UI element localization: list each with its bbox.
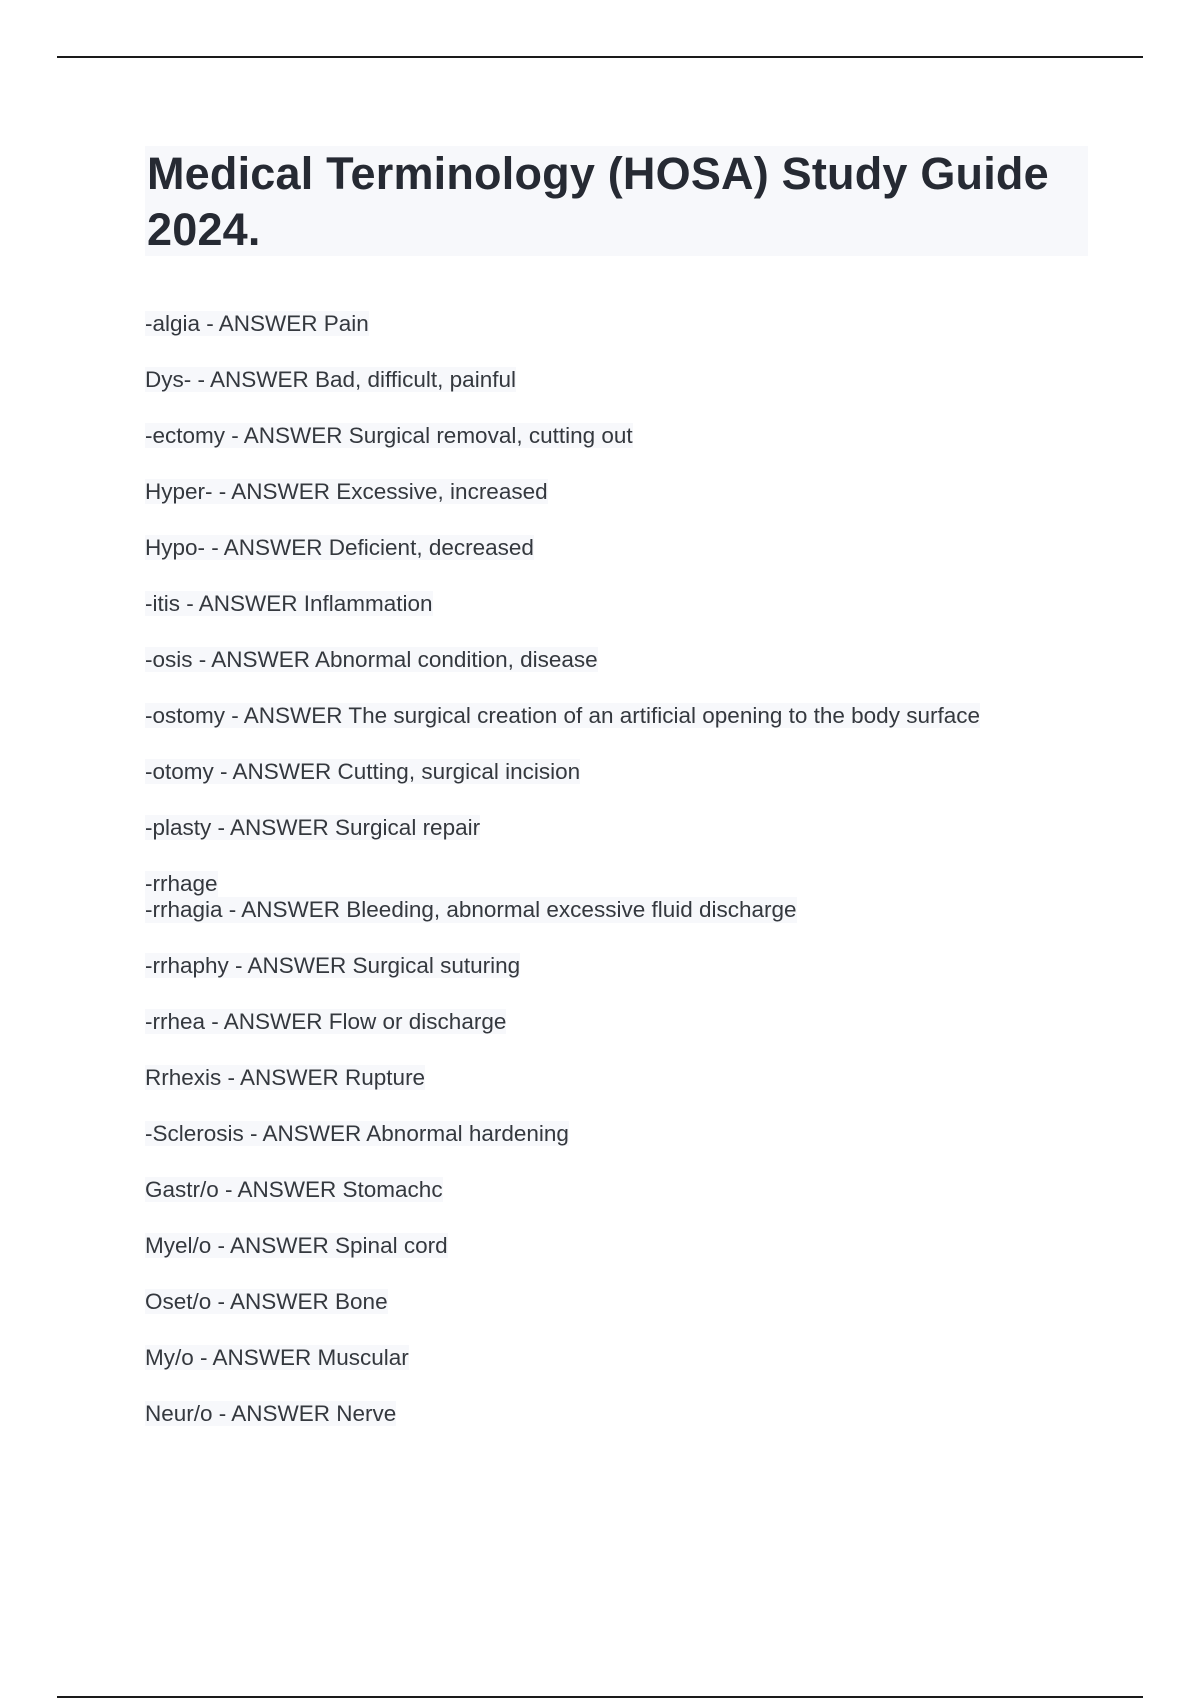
entry-text: Gastr/o - ANSWER Stomachc [145, 1177, 443, 1202]
list-item [145, 311, 1105, 337]
entry-text: -itis - ANSWER Inflammation [145, 591, 433, 616]
entry-text: -rrhaphy - ANSWER Surgical suturing [145, 953, 521, 978]
entry-text: -rrhagia - ANSWER Bleeding, abnormal excessive fluid discharge [145, 897, 797, 922]
list-item [145, 703, 1105, 729]
entry-text: My/o - ANSWER Muscular [145, 1345, 409, 1370]
list-item [145, 1177, 1105, 1203]
entry-text: -rrhage [145, 871, 218, 896]
list-item [145, 591, 1105, 617]
entry-text: -otomy - ANSWER Cutting, surgical incision [145, 759, 581, 784]
list-item [145, 647, 1105, 673]
list-item [145, 871, 1105, 923]
entry-text: Hyper- - ANSWER Excessive, increased [145, 479, 548, 504]
bottom-rule [57, 1696, 1143, 1698]
top-rule [57, 56, 1143, 58]
list-item [145, 535, 1105, 561]
entry-text: -Sclerosis - ANSWER Abnormal hardening [145, 1121, 569, 1146]
entry-text: -plasty - ANSWER Surgical repair [145, 815, 481, 840]
document-title: Medical Terminology (HOSA) Study Guide 2024. [147, 148, 1049, 255]
entry-text: Oset/o - ANSWER Bone [145, 1289, 388, 1314]
list-item [145, 1345, 1105, 1371]
list-item [145, 1121, 1105, 1147]
list-item [145, 953, 1105, 979]
list-item [145, 367, 1105, 393]
entry-text: -algia - ANSWER Pain [145, 311, 369, 336]
entry-text: -osis - ANSWER Abnormal condition, disease [145, 647, 598, 672]
entry-text: -rrhea - ANSWER Flow or discharge [145, 1009, 507, 1034]
entry-text: -ostomy - ANSWER The surgical creation of an artificial opening to the body surface [145, 703, 980, 728]
entry-text: Myel/o - ANSWER Spinal cord [145, 1233, 448, 1258]
list-item [145, 759, 1105, 785]
entry-text: Dys- - ANSWER Bad, difficult, painful [145, 367, 516, 392]
list-item [145, 423, 1105, 449]
list-item [145, 1009, 1105, 1035]
entry-text: Rrhexis - ANSWER Rupture [145, 1065, 426, 1090]
list-item [145, 815, 1105, 841]
list-item [145, 1233, 1105, 1259]
title-block [145, 146, 1088, 256]
entry-text: Neur/o - ANSWER Nerve [145, 1401, 397, 1426]
entry-text: -ectomy - ANSWER Surgical removal, cutting out [145, 423, 633, 448]
list-item [145, 479, 1105, 505]
list-item [145, 1401, 1105, 1427]
list-item [145, 1289, 1105, 1315]
list-item [145, 1065, 1105, 1091]
entry-text: Hypo- - ANSWER Deficient, decreased [145, 535, 534, 560]
term-list [145, 311, 1105, 1457]
